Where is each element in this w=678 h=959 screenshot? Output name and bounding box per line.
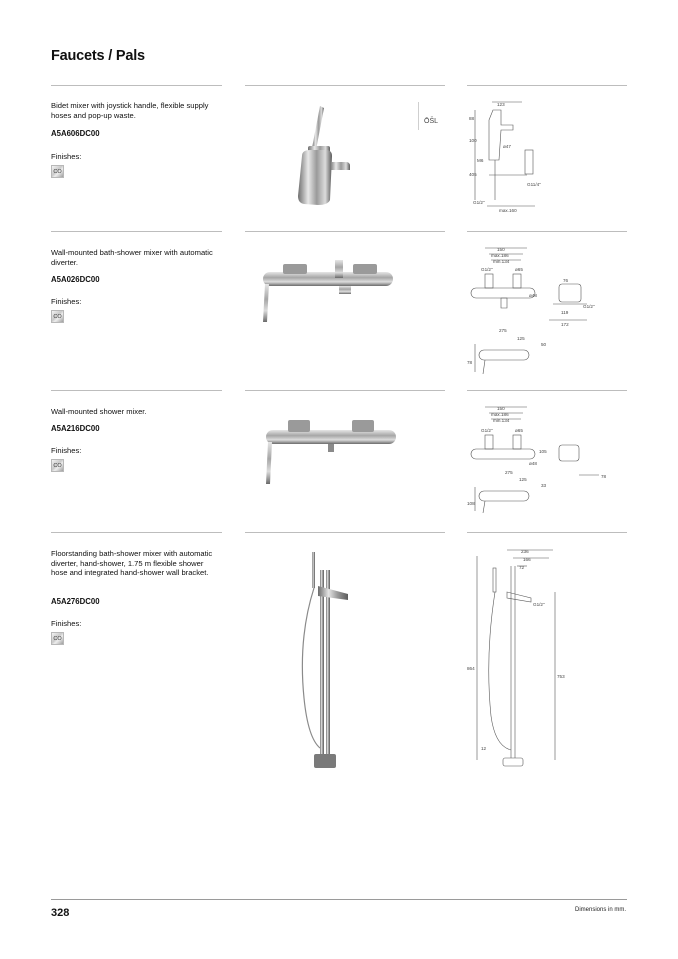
- dimension-label: 753: [557, 674, 565, 679]
- floorstanding-mixer-technical-drawing: [467, 546, 627, 776]
- dimension-label: min.134: [493, 259, 510, 264]
- section-divider: [245, 390, 445, 391]
- product-code: A5A216DC00: [51, 424, 100, 433]
- dimension-label: 172: [561, 322, 569, 327]
- dimension-label: ø47: [503, 144, 511, 149]
- dimension-label: 78: [601, 474, 607, 479]
- dimension-label: 125: [517, 336, 525, 341]
- dimension-label: max.186: [491, 253, 509, 258]
- dimension-label: G1/2": [473, 200, 485, 205]
- finishes-label: Finishes:: [51, 152, 82, 161]
- dimension-label: ø65: [515, 428, 523, 433]
- page-number: 328: [51, 907, 70, 919]
- dimension-label: 72: [519, 565, 525, 570]
- section-divider: [467, 532, 627, 533]
- product-description: Wall-mounted shower mixer.: [51, 407, 147, 416]
- section-divider: [245, 85, 445, 86]
- dimension-label: 150: [497, 406, 505, 411]
- shower-mixer-photo: [262, 408, 402, 488]
- dimension-label: 864: [467, 666, 475, 671]
- dimension-label: G1/2": [533, 602, 545, 607]
- dimension-label: 125: [519, 477, 527, 482]
- section-divider: [467, 231, 627, 232]
- shower-mixer-technical-drawing: [467, 403, 627, 513]
- section-divider: [51, 85, 222, 86]
- dimension-label: 88: [469, 116, 475, 121]
- section-divider: [245, 231, 445, 232]
- bath-shower-mixer-technical-drawing: [467, 244, 627, 374]
- dimension-label: 236: [521, 549, 529, 554]
- dimension-label: 275: [505, 470, 513, 475]
- finishes-label: Finishes:: [51, 297, 82, 306]
- dimension-label: max.186: [491, 412, 509, 417]
- dimension-label: 50: [541, 342, 547, 347]
- dimension-label: G1/2": [481, 428, 493, 433]
- dimension-label: 150: [497, 247, 505, 252]
- section-divider: [51, 390, 222, 391]
- finish-swatch-chrome: CO: [51, 310, 64, 323]
- footer-divider: [51, 899, 627, 900]
- bath-shower-mixer-photo: [255, 250, 405, 330]
- finishes-label: Finishes:: [51, 619, 82, 628]
- dimension-label: M6: [477, 158, 484, 163]
- product-code: A5A276DC00: [51, 597, 100, 606]
- dimension-label: 119: [561, 310, 569, 315]
- section-divider: [51, 231, 222, 232]
- section-divider: [467, 85, 627, 86]
- dimension-label: G1/2": [481, 267, 493, 272]
- dimension-label: 100: [469, 138, 477, 143]
- page-title: Faucets / Pals: [51, 48, 145, 64]
- bidet-mixer-photo: [280, 100, 360, 210]
- dimension-label: ø48: [529, 293, 537, 298]
- dimensions-note: Dimensions in mm.: [574, 907, 626, 913]
- dimension-label: G11/4": [527, 182, 541, 187]
- dimension-label: 105: [539, 449, 547, 454]
- product-code: A5A026DC00: [51, 275, 100, 284]
- dimension-label: 275: [499, 328, 507, 333]
- product-description: Bidet mixer with joystick handle, flexible supply hoses and pop-up waste.: [51, 101, 209, 120]
- dimension-label: 123: [497, 102, 505, 107]
- dimension-label: 108: [467, 501, 475, 506]
- finish-swatch-chrome: CO: [51, 459, 64, 472]
- icon-divider: [418, 102, 419, 130]
- section-divider: [51, 532, 222, 533]
- finishes-label: Finishes:: [51, 446, 82, 455]
- dimension-label: ø48: [529, 461, 537, 466]
- pop-up-waste-icon: ŌŠL: [424, 118, 439, 125]
- dimension-label: 78: [467, 360, 473, 365]
- dimension-label: 166: [523, 557, 531, 562]
- dimension-label: ø65: [515, 267, 523, 272]
- section-divider: [467, 390, 627, 391]
- product-description: Floorstanding bath-shower mixer with automatic diverter, hand-shower, 1.75 m flexible shower hose and integrated hand-shower wall bracket.: [51, 549, 213, 578]
- dimension-label: G1/2": [583, 304, 595, 309]
- section-divider: [245, 532, 445, 533]
- product-description: Wall-mounted bath-shower mixer with automatic diverter.: [51, 248, 213, 267]
- dimension-label: 405: [469, 172, 477, 177]
- floorstanding-mixer-photo: [290, 548, 360, 776]
- dimension-label: min.134: [493, 418, 510, 423]
- dimension-label: max.160: [499, 208, 517, 213]
- dimension-label: 76: [563, 278, 569, 283]
- finish-swatch-chrome: CO: [51, 165, 64, 178]
- dimension-label: 33: [541, 483, 547, 488]
- product-code: A5A606DC00: [51, 129, 100, 138]
- bidet-mixer-technical-drawing: [467, 100, 627, 215]
- dimension-label: 12: [481, 746, 487, 751]
- finish-swatch-chrome: CO: [51, 632, 64, 645]
